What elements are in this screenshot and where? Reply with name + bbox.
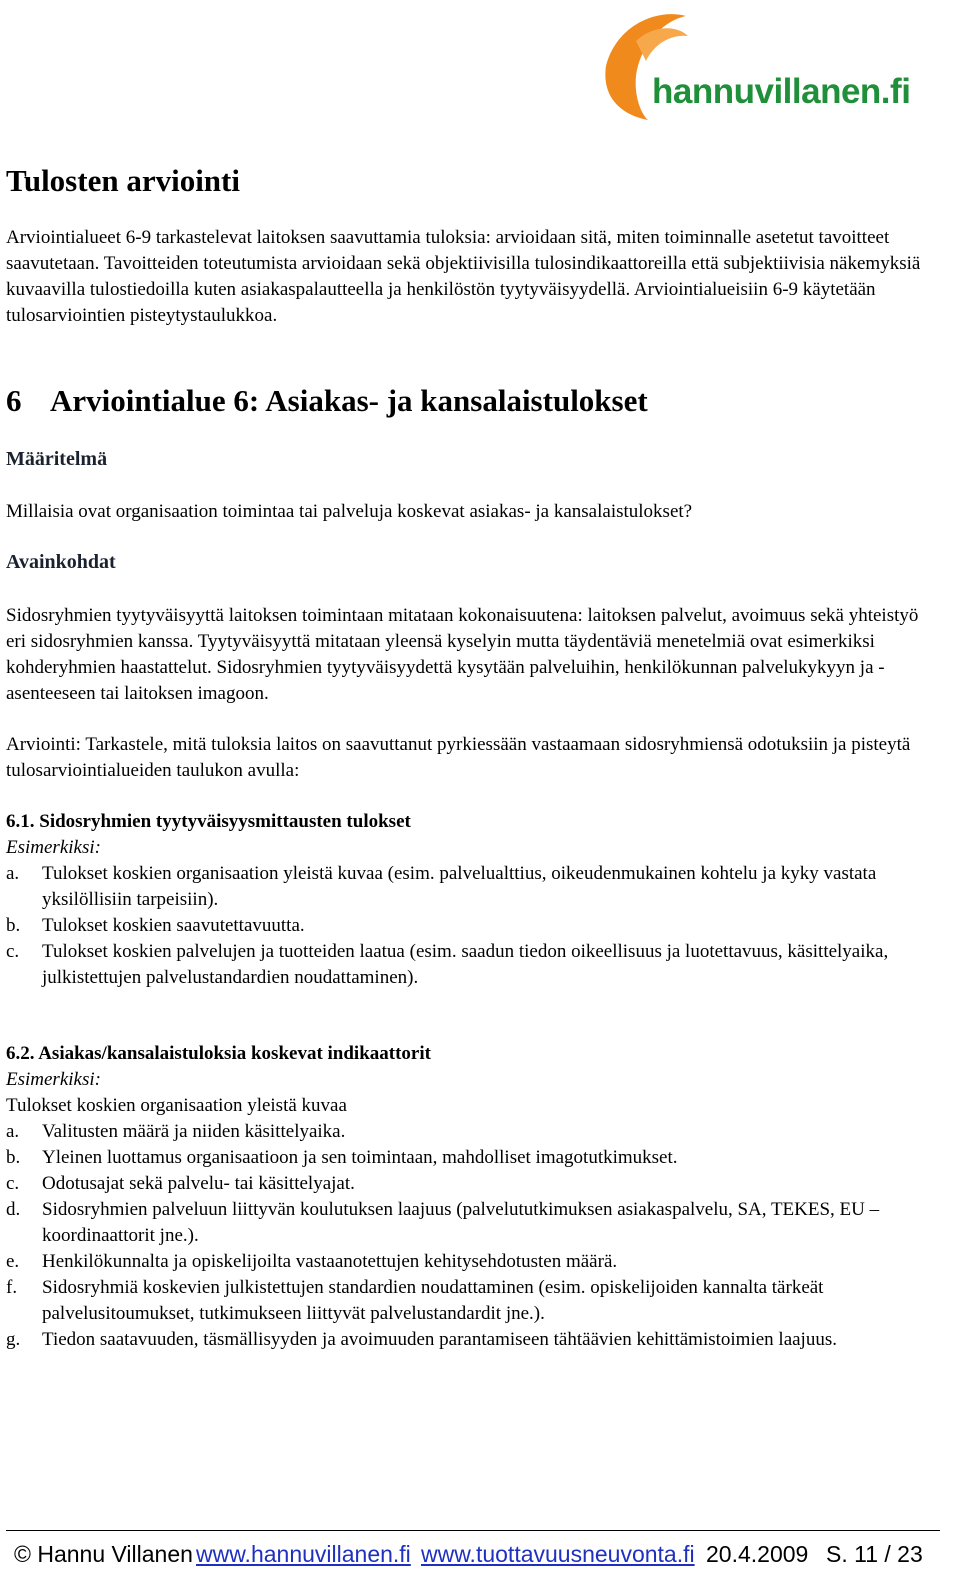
subsection-title: 6.2. Asiakas/kansalaistuloksia koskevat indikaattorit [6,1043,431,1064]
list-item [6,1249,936,1275]
list-item-marker: b. [6,1147,21,1168]
footer-link-hannuvillanen[interactable]: www.hannuvillanen.fi [196,1541,411,1567]
list-item [6,913,936,939]
assessment-text: Arviointi: Tarkastele, mitä tuloksia laitos on saavuttanut pyrkiessään vastaamaan sidosryhmiensä odotuksiin ja pisteytä tulosarviointialueiden taulukon avulla: [6,734,911,781]
section-number: 6 [6,383,22,418]
list-item [6,1119,936,1145]
list-item [6,861,936,913]
definition-label: Määritelmä [6,448,108,470]
list-item-text: Tulokset koskien saavutettavuutta. [42,915,305,936]
list-item-marker: f. [6,1277,18,1298]
definition-text: Millaisia ovat organisaation toimintaa tai palveluja koskevat asiakas- ja kansalaistulokset? [6,501,693,522]
footer-author: © Hannu Villanen [14,1541,193,1567]
list-item-text: Sidosryhmien palveluun liittyvän koulutuksen laajuus (palvelututkimuksen asiakaspalvelu, SA, TEKES, EU –koordinaattorit jne.). [42,1199,880,1246]
list-item-marker: c. [6,941,20,962]
list-item-marker: a. [6,863,20,884]
list-item [6,1275,936,1327]
list-item-text: Tulokset koskien palvelujen ja tuotteiden laatua (esim. saadun tiedon oikeellisuus ja luotettavuus, käsittelyaika, julkistettujen palvelustandardien noudattaminen). [42,941,889,988]
list-item-text: Odotusajat sekä palvelu- tai käsittelyajat. [42,1173,355,1194]
logo-text: hannuvillanen.fi [652,72,911,111]
list-item-marker: e. [6,1251,20,1272]
list-item-text: Valitusten määrä ja niiden käsittelyaika. [42,1121,346,1142]
list-item [6,1145,936,1171]
list-item [6,939,936,991]
indicator-list [6,1119,936,1353]
list-item-marker: c. [6,1173,20,1194]
list-item [6,1197,936,1249]
list-item-marker: b. [6,915,21,936]
subsection-6-1 [6,809,936,991]
list-item-text: Tulokset koskien organisaation yleistä kuvaa (esim. palvelualttius, oikeudenmukainen kohtelu ja kyky vastata yksilöllisiin tarpeisiin). [42,863,877,910]
keypoints-text: Sidosryhmien tyytyväisyyttä laitoksen toimintaan mitataan kokonaisuutena: laitoksen palvelut, avoimuus sekä yhteistyö eri sidosryhmien kanssa. Tyytyväisyyttä mitataan yleensä kyselyin mutta täydentäviä menetelmiä ovat esimerkiksi kohderyhmien haastattelut. Sidosryhmien tyytyväisyydettä kysytään palveluihin, henkilökunnan palvelukykyyn ja -asenteeseen tai laitoksen imagoon. [6,605,919,704]
footer-link-tuottavuusneuvonta[interactable]: www.tuottavuusneuvonta.fi [421,1541,695,1567]
examples-label: Esimerkiksi: [6,1069,101,1090]
list-item [6,1171,936,1197]
list-lead: Tulokset koskien organisaation yleistä kuvaa [6,1095,347,1116]
subsection-title: 6.1. Sidosryhmien tyytyväisyysmittausten tulokset [6,811,411,832]
example-list [6,861,936,991]
section-heading [6,383,648,419]
footer-page-number: S. 11 / 23 [826,1541,923,1567]
list-item-text: Yleinen luottamus organisaatioon ja sen toimintaan, mahdolliset imagotutkimukset. [42,1147,678,1168]
examples-label: Esimerkiksi: [6,837,101,858]
list-item [6,1327,936,1353]
list-item-marker: d. [6,1199,21,1220]
footer-divider [6,1530,940,1531]
page-title: Tulosten arviointi [6,163,240,198]
list-item-marker: a. [6,1121,20,1142]
footer-date: 20.4.2009 [706,1541,809,1567]
keypoints-label: Avainkohdat [6,551,116,573]
subsection-6-2 [6,1041,936,1353]
section-title: Arviointialue 6: Asiakas- ja kansalaistulokset [50,383,648,418]
intro-paragraph: Arviointialueet 6-9 tarkastelevat laitoksen saavuttamia tuloksia: arvioidaan sitä, miten toiminnalle asetetut tavoitteet saavutetaan. Tavoitteiden toteutumista arvioidaan sekä objektiivisilla tulosindikaattoreilla että subjektiivisia näkemyksiä kuvaavilla tulostiedoilla kuten asiakaspalautteella ja henkilöstön tyytyväisyydellä. Arviointialueisiin 6-9 käytetään tulosarviointien pisteytystaulukkoa. [6,227,921,326]
list-item-text: Sidosryhmiä koskevien julkistettujen standardien noudattaminen (esim. opiskelijoiden kannalta tärkeät palvelusitoumukset, tutkimukseen liittyvät palvelustandardit jne.). [42,1277,824,1324]
list-item-text: Henkilökunnalta ja opiskelijoilta vastaanotettujen kehitysehdotusten määrä. [42,1251,618,1272]
list-item-marker: g. [6,1329,21,1350]
list-item-text: Tiedon saatavuuden, täsmällisyyden ja avoimuuden parantamiseen tähtäävien kehittämistoimien laajuus. [42,1329,837,1350]
